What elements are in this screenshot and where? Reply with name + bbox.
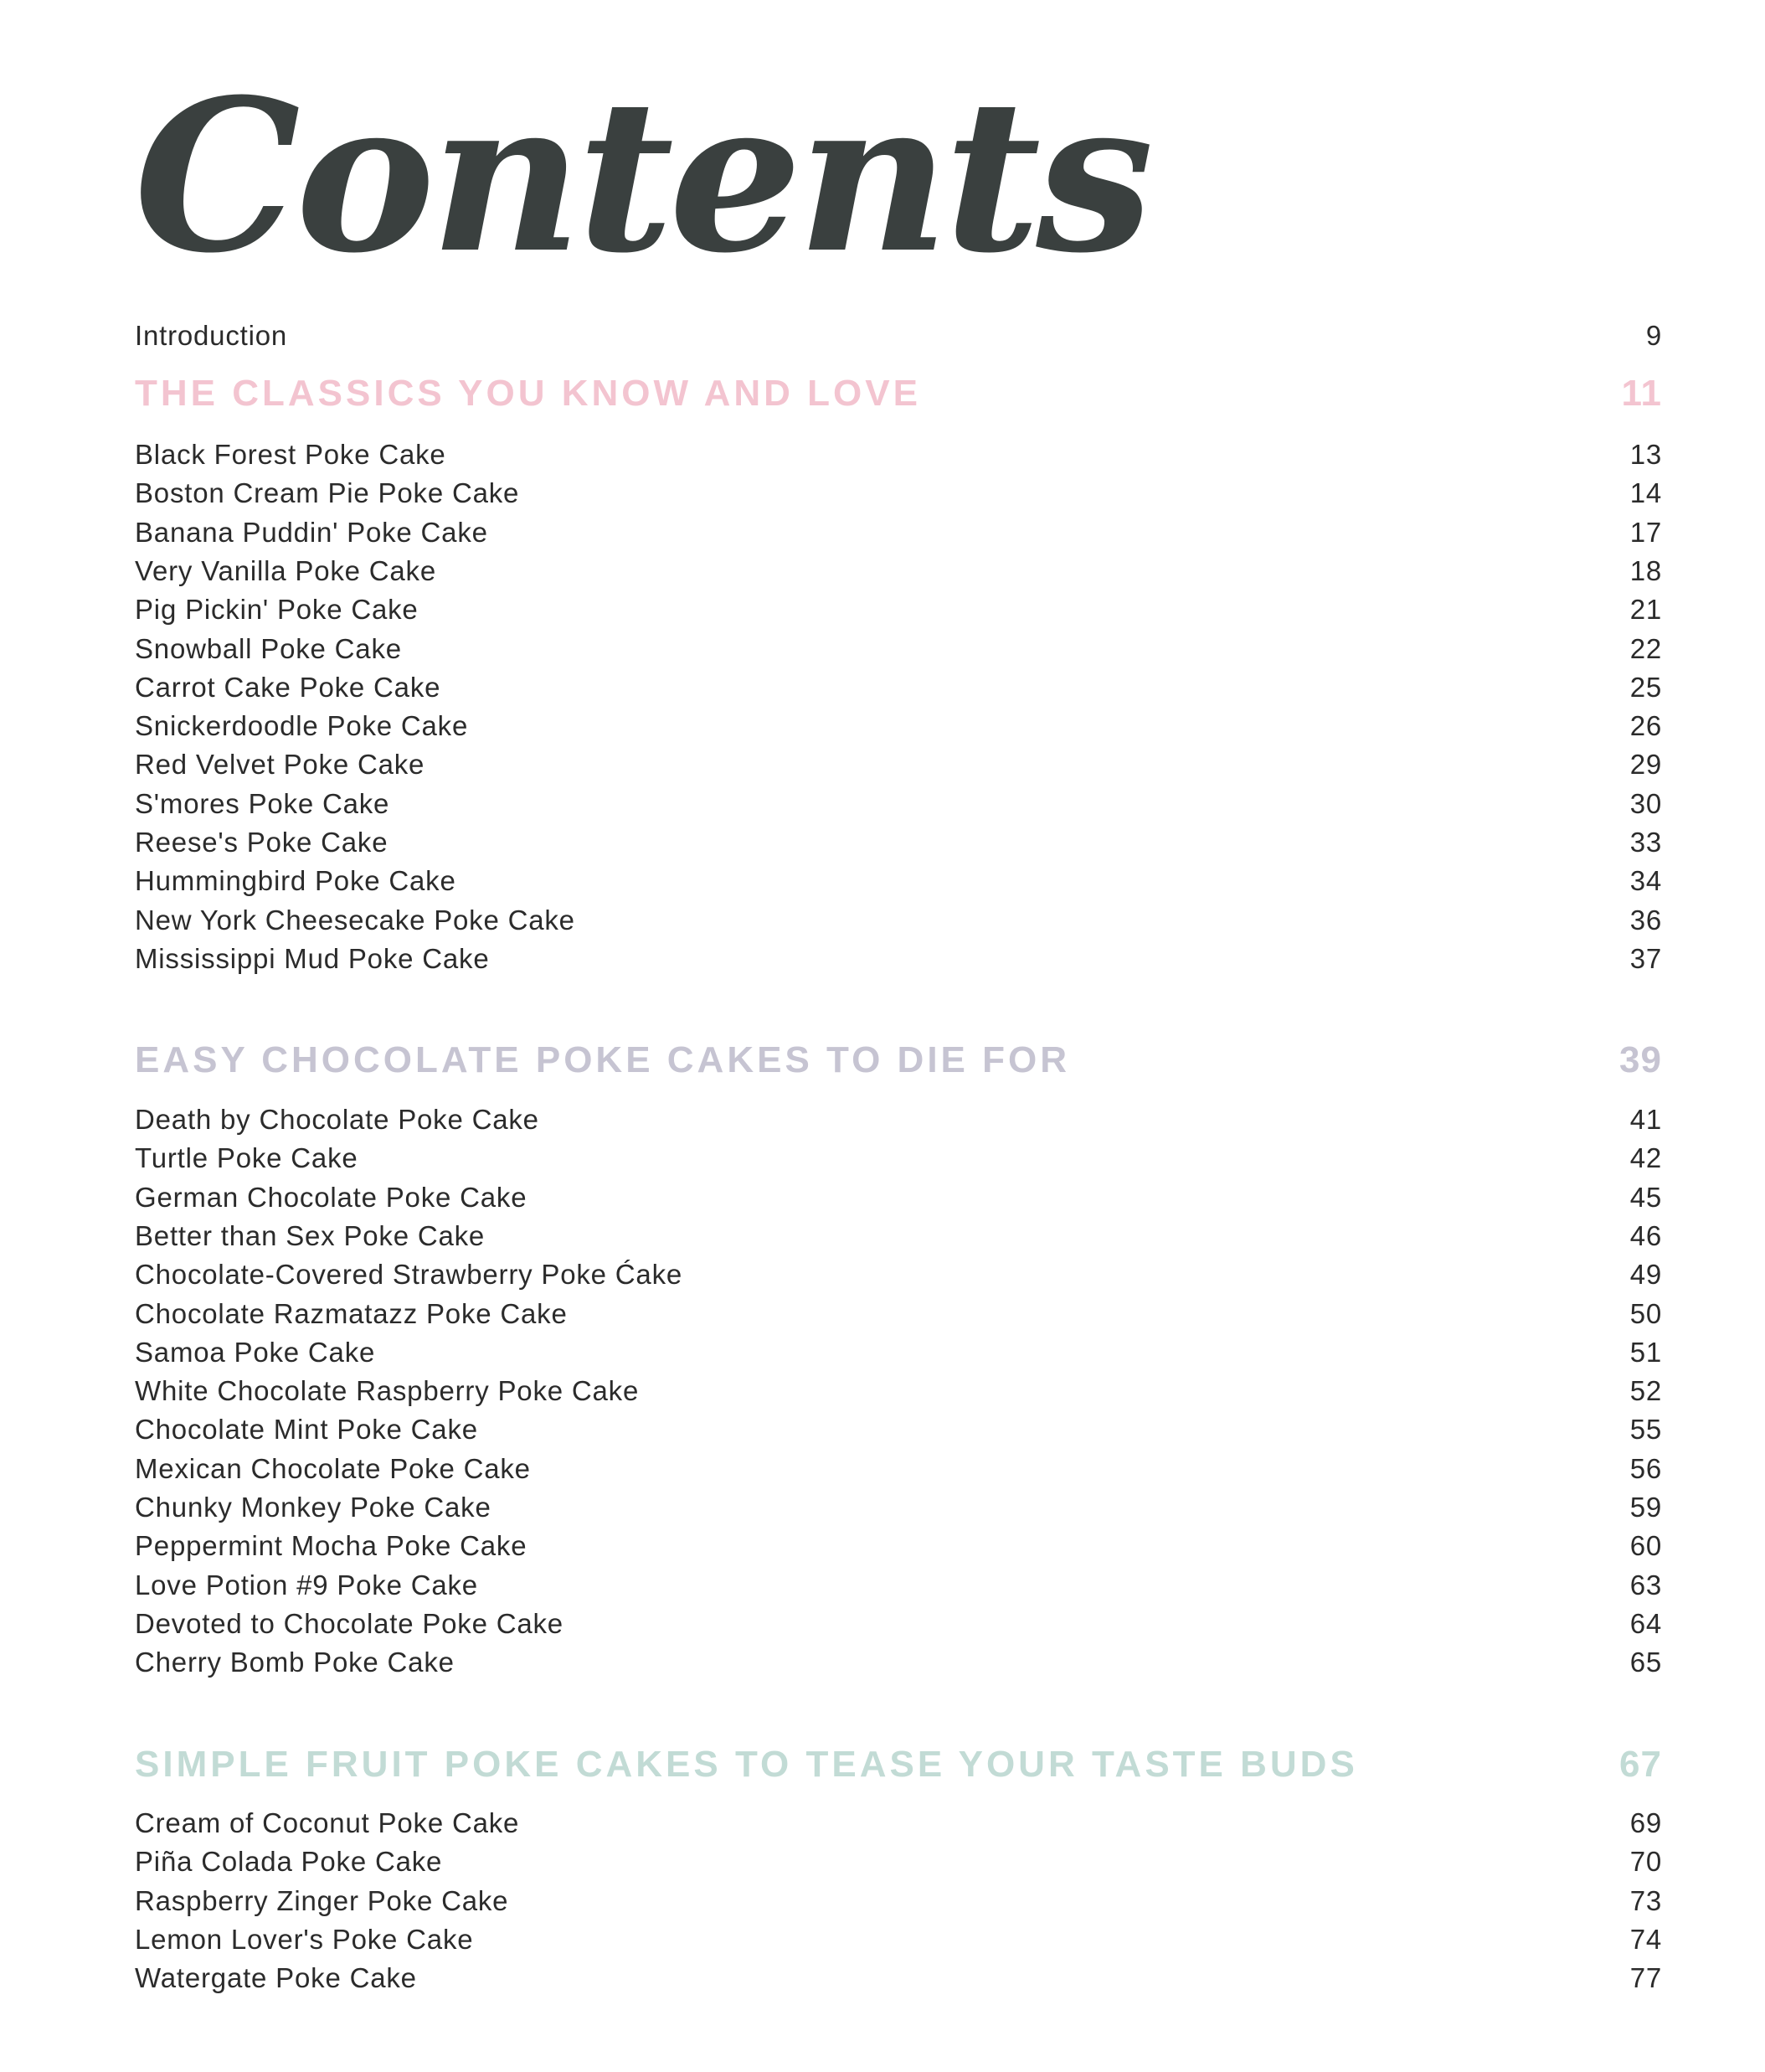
entry-label: Mississippi Mud Poke Cake <box>135 942 490 974</box>
entry-label: White Chocolate Raspberry Poke Cake <box>135 1375 640 1407</box>
entry-label: Very Vanilla Poke Cake <box>135 554 437 586</box>
entry-label: Snowball Poke Cake <box>135 632 402 664</box>
entry-label: Chunky Monkey Poke Cake <box>135 1492 491 1523</box>
entry-label: Cream of Coconut Poke Cake <box>135 1807 520 1838</box>
toc-entry[interactable] <box>135 1527 1662 1565</box>
entry-page-number: 63 <box>1629 1569 1662 1600</box>
toc-entry[interactable] <box>135 901 1662 940</box>
entry-label: Devoted to Chocolate Poke Cake <box>135 1607 563 1639</box>
toc-entry[interactable] <box>135 1488 1662 1527</box>
entry-label: Snickerdoodle Poke Cake <box>135 710 469 742</box>
toc-entry[interactable] <box>135 474 1662 513</box>
toc-entry[interactable] <box>135 940 1662 978</box>
section-page-number: 11 <box>1621 373 1662 414</box>
entry-label: Red Velvet Poke Cake <box>135 749 425 781</box>
entry-page-number: 30 <box>1629 787 1662 819</box>
toc-entry[interactable] <box>135 1139 1662 1178</box>
entry-page-number: 41 <box>1629 1104 1662 1135</box>
toc-entry[interactable] <box>135 1882 1662 1920</box>
entry-page-number: 21 <box>1629 594 1662 626</box>
toc-entry[interactable] <box>135 1643 1662 1682</box>
entry-page-number: 77 <box>1629 1962 1662 1994</box>
entry-page-number: 29 <box>1629 749 1662 781</box>
entry-page-number: 52 <box>1629 1375 1662 1407</box>
entry-label: Banana Puddin' Poke Cake <box>135 516 488 548</box>
entry-page-number: 74 <box>1629 1923 1662 1955</box>
section-heading-fruit[interactable] <box>135 1741 1662 1788</box>
entry-label: Cherry Bomb Poke Cake <box>135 1647 455 1678</box>
section-title: SIMPLE FRUIT POKE CAKES TO TEASE YOUR TASTE BUDS <box>135 1744 1358 1785</box>
toc-entry[interactable] <box>135 1605 1662 1643</box>
toc-entry[interactable] <box>135 1566 1662 1605</box>
toc-entry[interactable] <box>135 1804 1662 1843</box>
entry-page-number: 50 <box>1629 1297 1662 1329</box>
entry-page-number: 60 <box>1629 1530 1662 1562</box>
entry-page-number: 36 <box>1629 904 1662 935</box>
section-page-number: 67 <box>1619 1744 1662 1785</box>
entry-label: Peppermint Mocha Poke Cake <box>135 1530 527 1562</box>
entry-label: Samoa Poke Cake <box>135 1336 376 1368</box>
entry-page-number: 14 <box>1629 477 1662 509</box>
entry-label: Hummingbird Poke Cake <box>135 865 456 897</box>
toc-entry[interactable] <box>135 1959 1662 1997</box>
entry-label: Piña Colada Poke Cake <box>135 1846 443 1878</box>
entry-label: Chocolate-Covered Strawberry Poke Ćake <box>135 1259 683 1291</box>
section-heading-chocolate[interactable] <box>135 1037 1662 1084</box>
entry-page-number: 51 <box>1629 1336 1662 1368</box>
entry-label: New York Cheesecake Poke Cake <box>135 904 575 935</box>
entry-page-number: 22 <box>1629 632 1662 664</box>
entry-page-number: 56 <box>1629 1452 1662 1484</box>
toc-entry[interactable] <box>135 436 1662 474</box>
entry-page-number: 34 <box>1629 865 1662 897</box>
toc-entry[interactable] <box>135 668 1662 707</box>
toc-entry-introduction[interactable] <box>135 317 1662 355</box>
toc-entry[interactable] <box>135 1178 1662 1217</box>
toc-entry[interactable] <box>135 785 1662 823</box>
entry-label: Boston Cream Pie Poke Cake <box>135 477 520 509</box>
entry-page-number: 64 <box>1629 1607 1662 1639</box>
toc-entry[interactable] <box>135 513 1662 552</box>
entry-label: Introduction <box>135 320 288 351</box>
entry-page-number: 13 <box>1629 439 1662 470</box>
entry-page-number: 73 <box>1629 1884 1662 1916</box>
entry-label: Mexican Chocolate Poke Cake <box>135 1452 531 1484</box>
entry-page-number: 25 <box>1629 671 1662 703</box>
toc-entry[interactable] <box>135 823 1662 862</box>
toc-entry[interactable] <box>135 1295 1662 1333</box>
section-page-number: 39 <box>1619 1039 1662 1080</box>
toc-entry[interactable] <box>135 862 1662 900</box>
entry-label: Love Potion #9 Poke Cake <box>135 1569 478 1600</box>
entry-page-number: 59 <box>1629 1492 1662 1523</box>
entry-label: Black Forest Poke Cake <box>135 439 446 470</box>
entry-page-number: 33 <box>1629 827 1662 858</box>
page-title: Contents <box>134 53 1150 299</box>
entry-page-number: 37 <box>1629 942 1662 974</box>
entry-label: Reese's Poke Cake <box>135 827 389 858</box>
entry-page-number: 55 <box>1629 1414 1662 1446</box>
entry-page-number: 17 <box>1629 516 1662 548</box>
entry-label: German Chocolate Poke Cake <box>135 1181 527 1213</box>
entry-label: Chocolate Mint Poke Cake <box>135 1414 478 1446</box>
entry-page-number: 18 <box>1629 554 1662 586</box>
entry-page-number: 46 <box>1629 1219 1662 1251</box>
toc-entry[interactable] <box>135 1255 1662 1294</box>
toc-entry[interactable] <box>135 1920 1662 1959</box>
entry-page-number: 9 <box>1645 320 1662 351</box>
toc-entry[interactable] <box>135 1217 1662 1255</box>
toc-entry[interactable] <box>135 1333 1662 1372</box>
entry-page-number: 70 <box>1629 1846 1662 1878</box>
entry-label: Chocolate Razmatazz Poke Cake <box>135 1297 568 1329</box>
entry-label: Turtle Poke Cake <box>135 1142 358 1174</box>
toc-entry[interactable] <box>135 1410 1662 1449</box>
entry-label: Carrot Cake Poke Cake <box>135 671 441 703</box>
entry-page-number: 69 <box>1629 1807 1662 1838</box>
toc-entry[interactable] <box>135 552 1662 590</box>
toc-entry[interactable] <box>135 1450 1662 1488</box>
toc-entry[interactable] <box>135 1843 1662 1881</box>
toc-entry[interactable] <box>135 1372 1662 1410</box>
entry-label: Lemon Lover's Poke Cake <box>135 1923 474 1955</box>
section-heading-classics[interactable] <box>135 370 1662 417</box>
entry-page-number: 65 <box>1629 1647 1662 1678</box>
entry-label: Pig Pickin' Poke Cake <box>135 594 419 626</box>
entry-page-number: 42 <box>1629 1142 1662 1174</box>
entry-page-number: 45 <box>1629 1181 1662 1213</box>
toc-entry[interactable] <box>135 1100 1662 1139</box>
toc-entry[interactable] <box>135 630 1662 668</box>
toc-entry[interactable] <box>135 707 1662 745</box>
entry-page-number: 26 <box>1629 710 1662 742</box>
entry-label: Raspberry Zinger Poke Cake <box>135 1884 509 1916</box>
entry-label: Death by Chocolate Poke Cake <box>135 1104 539 1135</box>
toc-entry[interactable] <box>135 745 1662 784</box>
toc-entry[interactable] <box>135 590 1662 629</box>
entry-page-number: 49 <box>1629 1259 1662 1291</box>
section-title: EASY CHOCOLATE POKE CAKES TO DIE FOR <box>135 1039 1071 1080</box>
entry-label: Better than Sex Poke Cake <box>135 1219 486 1251</box>
entry-label: S'mores Poke Cake <box>135 787 390 819</box>
entry-label: Watergate Poke Cake <box>135 1962 417 1994</box>
section-title: THE CLASSICS YOU KNOW AND LOVE <box>135 373 921 414</box>
